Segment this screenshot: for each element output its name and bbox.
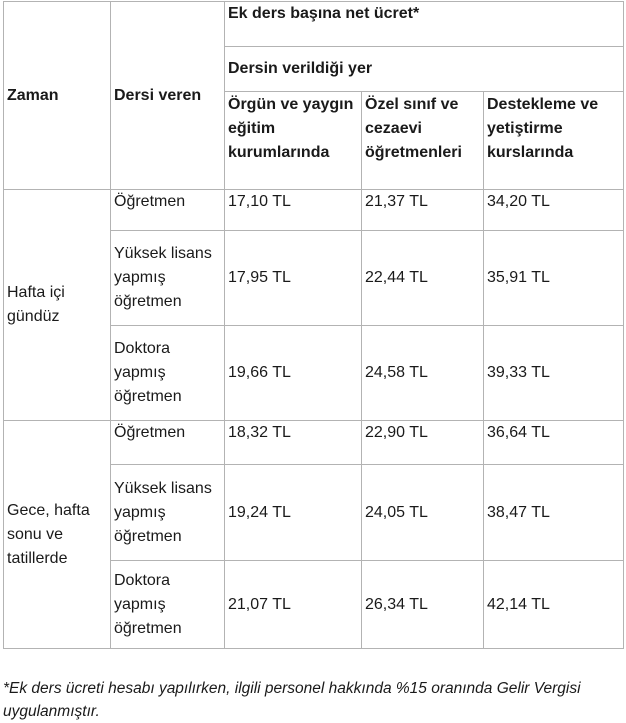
- dersi-veren-cell: Doktora yapmış öğretmen: [111, 326, 225, 421]
- header-dersi-veren: Dersi veren: [111, 2, 225, 190]
- value-cell: 34,20 TL: [484, 190, 624, 231]
- header-col-orgun: Örgün ve yaygın eğitim kurumlarında: [225, 92, 362, 190]
- header-col-destekleme: Destekleme ve yetiştirme kurslarında: [484, 92, 624, 190]
- table-row: [4, 421, 624, 465]
- value-cell: 19,24 TL: [225, 465, 362, 561]
- value-cell: 35,91 TL: [484, 231, 624, 326]
- value-cell: 38,47 TL: [484, 465, 624, 561]
- dersi-veren-cell: Öğretmen: [111, 421, 225, 465]
- dersi-veren-cell: Yüksek lisans yapmış öğretmen: [111, 465, 225, 561]
- value-cell: 39,33 TL: [484, 326, 624, 421]
- dersi-veren-cell: Doktora yapmış öğretmen: [111, 561, 225, 649]
- footnote: *Ek ders ücreti hesabı yapılırken, ilgili personel hakkında %15 oranında Gelir Vergisi uygulanmıştır.: [3, 679, 581, 720]
- value-cell: 22,90 TL: [362, 421, 484, 465]
- zaman-cell: Gece, hafta sonu ve tatillerde: [4, 421, 111, 649]
- table-body: [4, 190, 624, 649]
- value-cell: 19,66 TL: [225, 326, 362, 421]
- ek-ders-ucret-table: [3, 1, 624, 649]
- value-cell: 17,95 TL: [225, 231, 362, 326]
- table-row: [4, 190, 624, 231]
- value-cell: 36,64 TL: [484, 421, 624, 465]
- zaman-cell: Hafta içi gündüz: [4, 190, 111, 421]
- header-subgroup-title: Dersin verildiği yer: [225, 47, 624, 92]
- header-group-title: Ek ders başına net ücret*: [225, 2, 624, 47]
- header-zaman: Zaman: [4, 2, 111, 190]
- dersi-veren-cell: Öğretmen: [111, 190, 225, 231]
- value-cell: 24,58 TL: [362, 326, 484, 421]
- value-cell: 24,05 TL: [362, 465, 484, 561]
- value-cell: 21,37 TL: [362, 190, 484, 231]
- value-cell: 18,32 TL: [225, 421, 362, 465]
- value-cell: 26,34 TL: [362, 561, 484, 649]
- value-cell: 42,14 TL: [484, 561, 624, 649]
- table-header: [4, 2, 624, 190]
- value-cell: 21,07 TL: [225, 561, 362, 649]
- value-cell: 17,10 TL: [225, 190, 362, 231]
- header-col-ozel: Özel sınıf ve cezaevi öğretmenleri: [362, 92, 484, 190]
- value-cell: 22,44 TL: [362, 231, 484, 326]
- dersi-veren-cell: Yüksek lisans yapmış öğretmen: [111, 231, 225, 326]
